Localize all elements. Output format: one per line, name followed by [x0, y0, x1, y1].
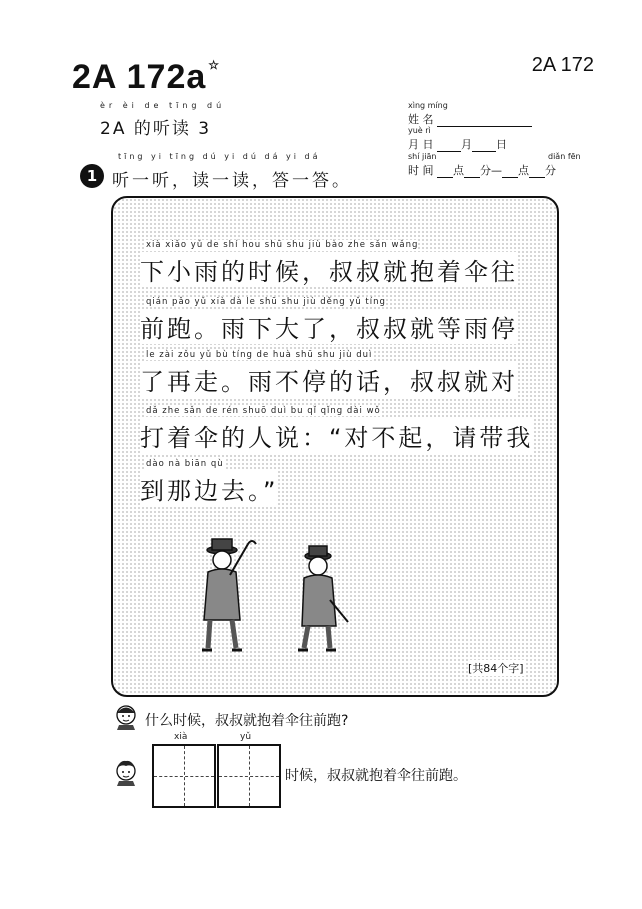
month-blank[interactable] [437, 151, 461, 152]
end-minute-unit: 分 [545, 164, 556, 177]
teacher-face-icon [114, 702, 138, 730]
name-pinyin: xìng míng [408, 101, 448, 110]
date-field [408, 136, 507, 152]
end-minute-blank[interactable] [529, 177, 545, 178]
start-minute-blank[interactable] [464, 177, 480, 178]
day-label: 日 [422, 138, 434, 151]
start-minute-unit: 分 [480, 164, 491, 177]
name-field [408, 111, 532, 127]
story-line-2: 前跑。雨下大了，叔叔就等雨停 [140, 309, 518, 344]
time-dash: — [491, 164, 502, 177]
instruction-pinyin: tīng yi tīng dú yi dú dá yi dá [118, 152, 321, 161]
instruction-text: 听一听，读一读，答一答。 [112, 171, 352, 191]
character-count: [共84个字] [468, 662, 524, 675]
date-pinyin: yuè rì [408, 126, 431, 135]
day-blank[interactable] [472, 151, 496, 152]
story-line-2-pinyin: qián pǎo yǔ xià dà le shū shu jiù děng yǔ tíng [146, 297, 386, 307]
story-line-4-pinyin: dǎ zhe sǎn de rén shuō duì bu qǐ qǐng dài wǒ [146, 406, 381, 416]
story-line-3-pinyin: le zài zǒu yǔ bù tíng de huà shū shu jiù duì [146, 350, 373, 360]
worksheet-code [72, 58, 220, 97]
story-line-1: 下小雨的时候，叔叔就抱着伞往 [140, 252, 518, 287]
month-unit: 月 [461, 138, 472, 151]
answer-box-1[interactable] [152, 744, 216, 808]
corner-code: 2A 172 [531, 54, 594, 76]
worksheet-code-text: 2A 172a [72, 58, 207, 96]
name-blank[interactable] [437, 126, 532, 127]
story-line-3: 了再走。雨不停的话，叔叔就对 [140, 362, 518, 397]
time-label: 时 间 [408, 164, 434, 177]
star-icon: ☆ [208, 58, 221, 72]
subtitle: 2A 的听读 3 [100, 119, 212, 139]
uncle-and-man-illustration [190, 530, 370, 660]
story-line-4: 打着伞的人说：“对不起，请带我 [140, 418, 533, 453]
stranger-figure [298, 546, 348, 650]
time-unit-pinyin: diǎn fēn [548, 152, 581, 161]
day-unit: 日 [496, 138, 507, 151]
time-field [408, 162, 556, 178]
subtitle-pinyin: èr èi de tīng dú [100, 101, 226, 110]
story-line-1-pinyin: xià xiǎo yǔ de shí hou shū shu jiù bào zhe sǎn wǎng [146, 240, 419, 250]
uncle-figure [202, 539, 256, 650]
question-text: 什么时候，叔叔就抱着伞往前跑? [145, 713, 349, 729]
answer-box-2[interactable] [217, 744, 281, 808]
month-label: 月 [408, 138, 419, 151]
answer-box-1-pinyin: xià [174, 732, 188, 742]
answer-box-2-pinyin: yǔ [240, 732, 252, 742]
name-label: 姓 名 [408, 113, 434, 126]
start-hour-unit: 点 [453, 164, 464, 177]
start-hour-blank[interactable] [437, 177, 453, 178]
end-hour-unit: 点 [518, 164, 529, 177]
end-hour-blank[interactable] [502, 177, 518, 178]
exercise-number-badge: 1 [80, 164, 104, 188]
answer-suffix-text: 时候，叔叔就抱着伞往前跑。 [285, 768, 467, 784]
story-line-5: 到那边去。” [140, 471, 278, 506]
time-pinyin: shí jiān [408, 152, 437, 161]
story-line-5-pinyin: dào nà biān qù [146, 459, 224, 469]
student-face-icon [114, 758, 138, 786]
